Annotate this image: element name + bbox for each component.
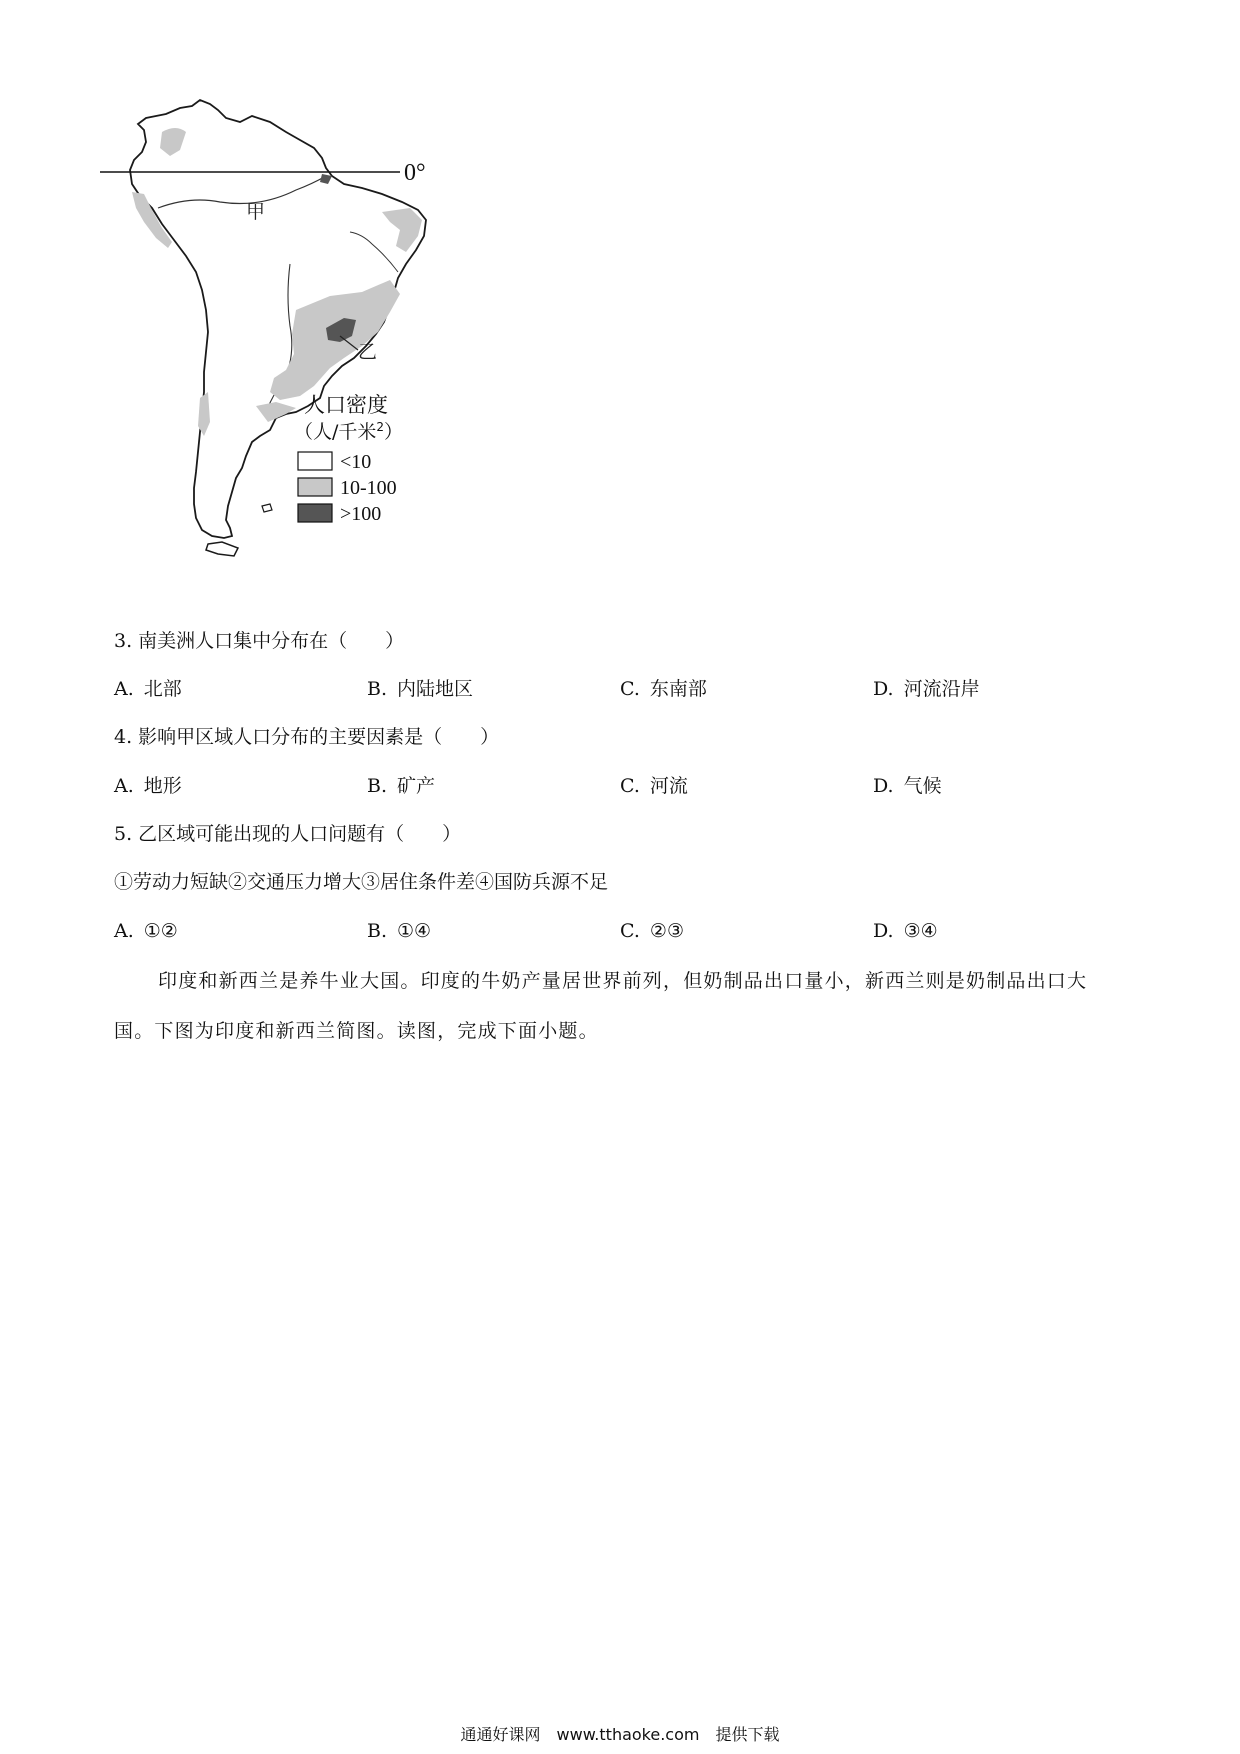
page-footer: 通通好课网 www.tthaoke.com 提供下载 bbox=[460, 1725, 780, 1744]
question-3-option-a[interactable] bbox=[114, 676, 182, 702]
question-5-options bbox=[114, 918, 1124, 944]
legend-title: 人口密度 bbox=[304, 393, 388, 417]
option-key: A. bbox=[114, 678, 134, 700]
option-text: ①④ bbox=[397, 920, 432, 942]
option-key: C. bbox=[620, 920, 640, 942]
question-5-stem: 5. 乙区域可能出现的人口问题有（ ） bbox=[114, 823, 462, 845]
legend-swatch-low bbox=[298, 452, 332, 470]
question-5-option-a[interactable] bbox=[114, 918, 178, 944]
legend-label-low: <10 bbox=[340, 451, 372, 473]
legend-label-medium: 10-100 bbox=[340, 477, 397, 499]
option-key: C. bbox=[620, 775, 640, 797]
option-key: B. bbox=[367, 920, 388, 942]
question-4-options bbox=[114, 773, 1124, 799]
reading-passage: 印度和新西兰是养牛业大国。印度的牛奶产量居世界前列，但奶制品出口量小，新西兰则是奶制品出口大国。下图为印度和新西兰简图。读图，完成下面小题。 bbox=[114, 970, 1088, 1042]
question-3-option-c[interactable] bbox=[620, 676, 707, 702]
question-4-option-d[interactable] bbox=[873, 773, 942, 799]
question-5-statement: ①劳动力短缺②交通压力增大③居住条件差④国防兵源不足 bbox=[114, 871, 609, 893]
option-text: 内陆地区 bbox=[397, 678, 474, 700]
option-key: B. bbox=[367, 775, 388, 797]
falkland-islands bbox=[262, 504, 272, 512]
option-key: D. bbox=[873, 775, 894, 797]
question-3-option-d[interactable] bbox=[873, 676, 980, 702]
map-legend bbox=[294, 393, 403, 525]
option-text: 河流沿岸 bbox=[903, 678, 980, 700]
tierra-del-fuego bbox=[206, 542, 238, 556]
question-5-option-b[interactable] bbox=[367, 918, 431, 944]
question-3-stem: 3. 南美洲人口集中分布在（ ） bbox=[114, 630, 405, 652]
option-text: 东南部 bbox=[649, 678, 707, 700]
question-3-options bbox=[114, 676, 1124, 702]
question-4-option-a[interactable] bbox=[114, 773, 182, 799]
question-5-option-c[interactable] bbox=[620, 918, 684, 944]
legend-label-high: >100 bbox=[340, 503, 382, 525]
option-text: ③④ bbox=[903, 920, 938, 942]
south-america-population-map bbox=[100, 96, 480, 600]
question-5-option-d[interactable] bbox=[873, 918, 938, 944]
question-4-option-b[interactable] bbox=[367, 773, 435, 799]
option-key: B. bbox=[367, 678, 388, 700]
question-4-option-c[interactable] bbox=[620, 773, 688, 799]
option-text: 气候 bbox=[903, 775, 942, 797]
option-text: 北部 bbox=[143, 678, 182, 700]
region-label-yi: 乙 bbox=[358, 341, 378, 363]
legend-unit: （人/千米$^2$） bbox=[294, 420, 404, 443]
question-3-option-b[interactable] bbox=[367, 676, 473, 702]
option-text: ①② bbox=[143, 920, 178, 942]
legend-swatch-medium bbox=[298, 478, 332, 496]
region-label-jia: 甲 bbox=[246, 201, 266, 223]
option-key: D. bbox=[873, 920, 894, 942]
equator-label: 0° bbox=[404, 160, 426, 186]
question-4-stem: 4. 影响甲区域人口分布的主要因素是（ ） bbox=[114, 726, 500, 748]
option-text: 矿产 bbox=[397, 775, 436, 797]
legend-swatch-high bbox=[298, 504, 332, 522]
option-key: A. bbox=[114, 920, 134, 942]
option-text: 地形 bbox=[143, 775, 182, 797]
option-key: C. bbox=[620, 678, 640, 700]
option-text: ②③ bbox=[649, 920, 684, 942]
option-key: D. bbox=[873, 678, 894, 700]
option-key: A. bbox=[114, 775, 134, 797]
map-svg bbox=[100, 96, 480, 600]
option-text: 河流 bbox=[649, 775, 688, 797]
